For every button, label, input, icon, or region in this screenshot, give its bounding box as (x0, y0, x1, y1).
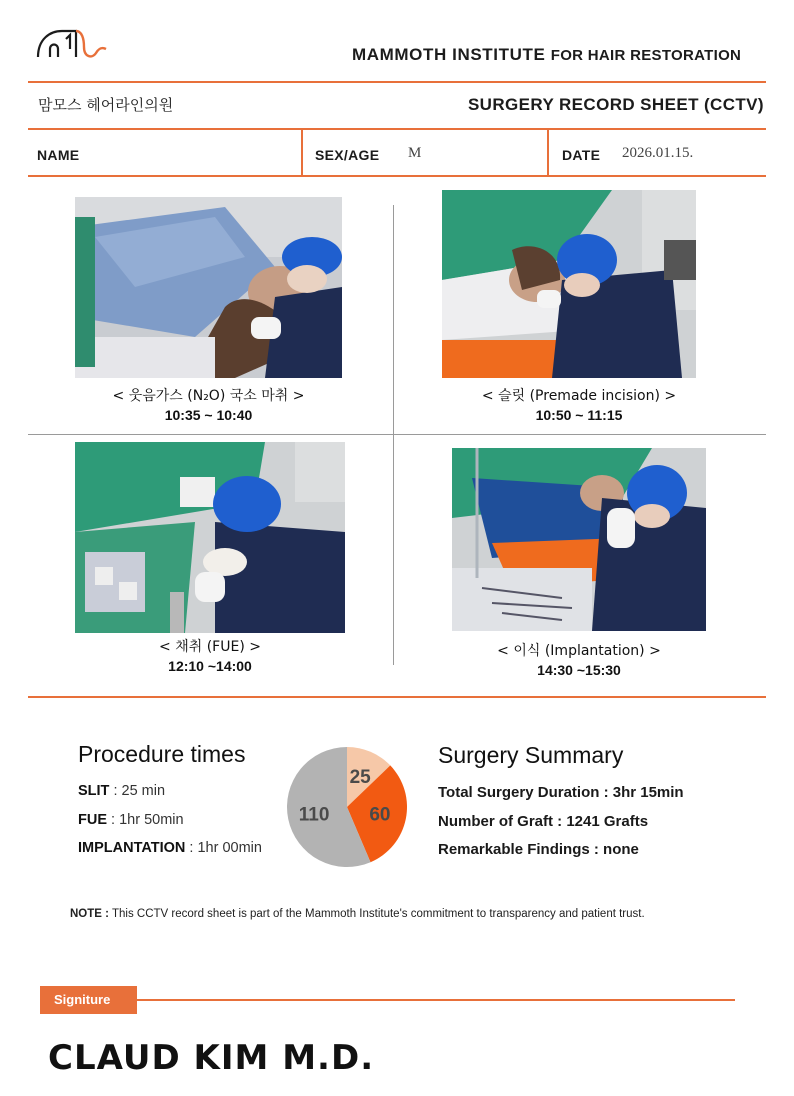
note-text: This CCTV record sheet is part of the Mammoth Institute's commitment to transparency and patient trust. (108, 908, 645, 920)
transparency-note (70, 908, 645, 920)
cctv-photo-slit (442, 190, 696, 378)
photo-grid-horizontal (28, 434, 766, 435)
caption-time: 10:50 ~ 11:15 (535, 407, 623, 423)
date-value: 2026.01.15. (622, 145, 694, 161)
institute-sub-name: FOR HAIR RESTORATION (550, 47, 742, 64)
photo-caption-implantation (470, 642, 688, 680)
pie-label-slit: 25 (349, 767, 371, 789)
header-divider-middle (28, 128, 766, 130)
summary-grafts: Number of Graft : 1241 Grafts (438, 813, 649, 830)
procedure-value: : 1hr 50min (107, 812, 184, 828)
summary-duration: Total Surgery Duration : 3hr 15min (438, 784, 684, 801)
procedure-item-slit (78, 783, 165, 799)
photo-caption-fue (75, 638, 345, 676)
caption-time: 14:30 ~15:30 (537, 662, 621, 678)
field-separator (547, 129, 549, 176)
institute-name (352, 45, 741, 65)
mammoth-logo-icon (36, 27, 108, 63)
institute-main-name: MAMMOTH INSTITUTE (352, 45, 546, 64)
field-separator (301, 129, 303, 176)
name-label: NAME (37, 147, 80, 163)
procedure-item-implantation (78, 840, 262, 856)
photo-section-divider (28, 696, 766, 698)
cctv-photo-fue (75, 442, 345, 633)
photo-caption-anesthesia (75, 387, 342, 425)
korean-clinic-name: 맘모스 헤어라인의원 (38, 96, 174, 114)
header-divider-bottom (28, 175, 766, 177)
procedure-label: IMPLANTATION (78, 840, 186, 856)
pie-label-implantation: 60 (369, 804, 391, 826)
note-label: NOTE : (70, 908, 109, 920)
photo-caption-slit (442, 387, 716, 425)
procedure-value: : 1hr 00min (185, 840, 262, 856)
sheet-title: SURGERY RECORD SHEET (CCTV) (467, 95, 764, 114)
caption-title: < 슬릿 (Premade incision) > (481, 388, 677, 404)
caption-title: < 채취 (FUE) > (159, 639, 261, 655)
date-label: DATE (562, 147, 601, 163)
signature-line (137, 999, 735, 1001)
procedure-item-fue (78, 812, 184, 828)
caption-time: 10:35 ~ 10:40 (164, 407, 253, 423)
header-divider-top (28, 81, 766, 83)
procedure-times-title: Procedure times (78, 741, 246, 767)
procedure-label: FUE (78, 812, 107, 828)
surgery-summary-title: Surgery Summary (438, 742, 624, 768)
cctv-photo-implantation (452, 448, 706, 631)
sex-age-value: M (408, 145, 422, 161)
caption-title: < 웃음가스 (N₂O) 국소 마취 > (112, 388, 305, 404)
cctv-photo-anesthesia (75, 197, 342, 378)
caption-title: < 이식 (Implantation) > (497, 643, 661, 659)
pie-label-fue: 110 (298, 804, 330, 826)
procedure-pie-chart (286, 746, 408, 868)
signature-label: Signiture (40, 986, 137, 1014)
photo-grid-vertical (393, 205, 394, 665)
sex-age-label: SEX/AGE (315, 147, 380, 163)
procedure-label: SLIT (78, 783, 110, 799)
procedure-value: : 25 min (109, 783, 166, 799)
doctor-name: CLAUD KIM M.D. (48, 1038, 375, 1078)
caption-time: 12:10 ~14:00 (168, 658, 252, 674)
summary-findings: Remarkable Findings : none (438, 841, 639, 858)
